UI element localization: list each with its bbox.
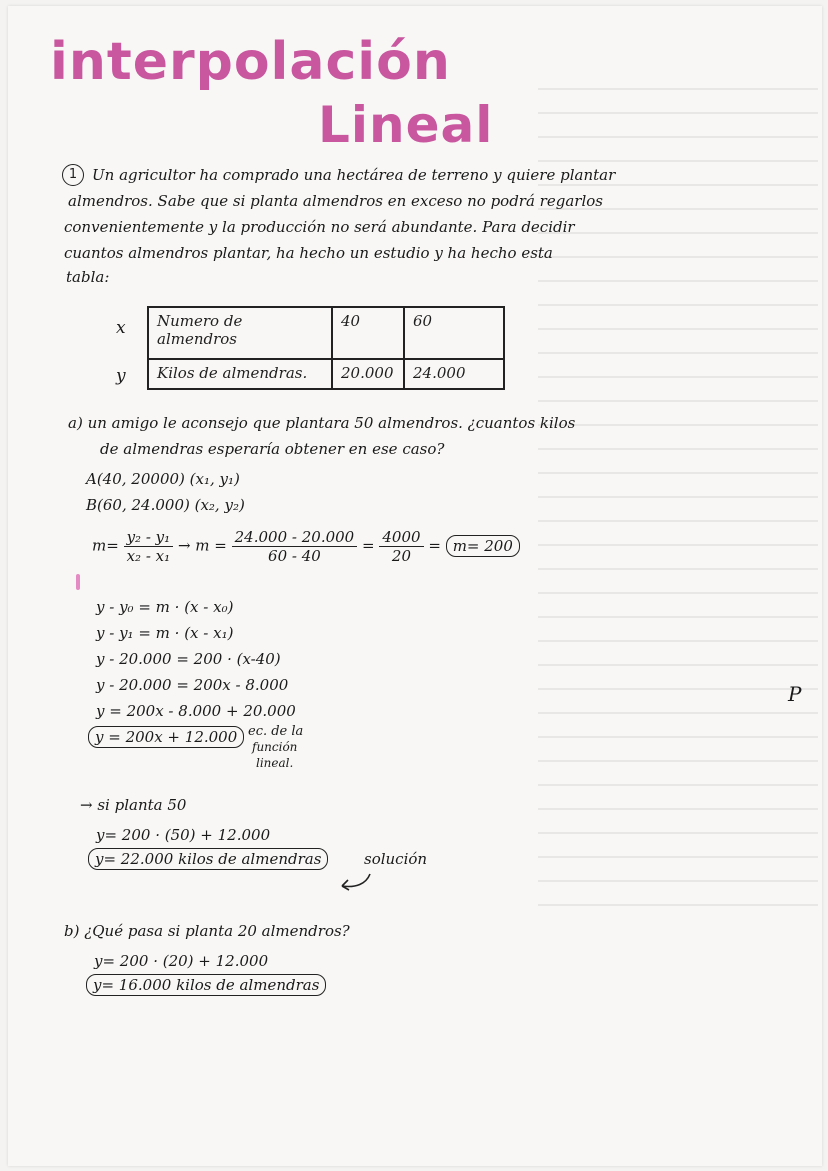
answer-20 (86, 976, 326, 994)
calc-50: y= 200 · (50) + 12.000 (96, 826, 271, 844)
slope-equals-1: = (362, 536, 375, 555)
slope-fraction-1 (124, 528, 174, 565)
slope-arrow: → m = (177, 536, 227, 555)
table-row (148, 359, 504, 389)
part-b-question: b) ¿Qué pasa si planta 20 almendros? (64, 922, 350, 940)
step-line-3: y - 20.000 = 200 · (x-40) (96, 650, 281, 668)
table-cell: 24.000 (404, 359, 504, 389)
part-a-question-2: de almendras esperaría obtener en ese caso? (100, 440, 445, 458)
step-line-4: y - 20.000 = 200x - 8.000 (96, 676, 289, 694)
table-row (148, 307, 504, 359)
slope-equals-2: = (428, 536, 441, 555)
step-line-1: y - y₀ = m · (x - x₀) (96, 598, 234, 616)
slope-num-1: y₂ - y₁ (124, 528, 174, 547)
step-line-2: y - y₁ = m · (x - x₁) (96, 624, 234, 642)
table-cell: 20.000 (332, 359, 404, 389)
table-y-label: y (116, 366, 126, 386)
slope-fraction-2 (232, 528, 358, 565)
title-line-2: Lineal (318, 96, 494, 154)
solution-label: solución (364, 850, 428, 868)
slope-result: m= 200 (446, 535, 520, 557)
point-b: B(60, 24.000) (x₂, y₂) (86, 496, 245, 514)
table-cell: 40 (332, 307, 404, 359)
final-note-1: ec. de la (248, 724, 304, 739)
statement-line-1: Un agricultor ha comprado una hectárea de terreno y quiere plantar (92, 166, 616, 184)
problem-number: 1 (62, 164, 84, 186)
final-equation-box: y = 200x + 12.000 (88, 726, 244, 748)
answer-50 (88, 850, 328, 868)
table-cell: 60 (404, 307, 504, 359)
arrow-icon (336, 870, 376, 894)
data-table (147, 306, 505, 390)
title-line-1: interpolación (50, 32, 451, 92)
slope-m-label: m= (92, 536, 119, 555)
slope-num-3: 4000 (379, 528, 423, 547)
table-header-cell: Numero de almendros (148, 307, 332, 359)
highlighter-mark (76, 574, 80, 590)
slope-fraction-3 (379, 528, 423, 565)
slope-den-1: x₂ - x₁ (126, 547, 171, 565)
answer-50-box: y= 22.000 kilos de almendras (88, 848, 328, 870)
statement-line-2: almendros. Sabe que si planta almendros en exceso no podrá regarlos (68, 192, 603, 210)
calc-20: y= 200 · (20) + 12.000 (94, 952, 269, 970)
slope-den-3: 20 (391, 547, 411, 565)
si-planta-50: → si planta 50 (80, 796, 187, 814)
final-equation (88, 728, 244, 746)
part-a-question-1: a) un amigo le aconsejo que plantara 50 almendros. ¿cuantos kilos (68, 414, 576, 432)
final-note-2: función (252, 740, 298, 754)
answer-20-box: y= 16.000 kilos de almendras (86, 974, 326, 996)
margin-mark: P (788, 682, 802, 706)
statement-line-3: convenientemente y la producción no será abundante. Para decidir (64, 218, 575, 236)
point-a: A(40, 20000) (x₁, y₁) (86, 470, 240, 488)
step-line-5: y = 200x - 8.000 + 20.000 (96, 702, 296, 720)
statement-line-4: cuantos almendros plantar, ha hecho un estudio y ha hecho esta (64, 244, 553, 262)
slope-num-2: 24.000 - 20.000 (232, 528, 358, 547)
table-x-label: x (116, 318, 126, 338)
slope-den-2: 60 - 40 (268, 547, 321, 565)
table-header-cell: Kilos de almendras. (148, 359, 332, 389)
slope-formula (92, 528, 520, 565)
statement-line-5: tabla: (66, 268, 110, 286)
final-note-3: lineal. (256, 756, 294, 770)
